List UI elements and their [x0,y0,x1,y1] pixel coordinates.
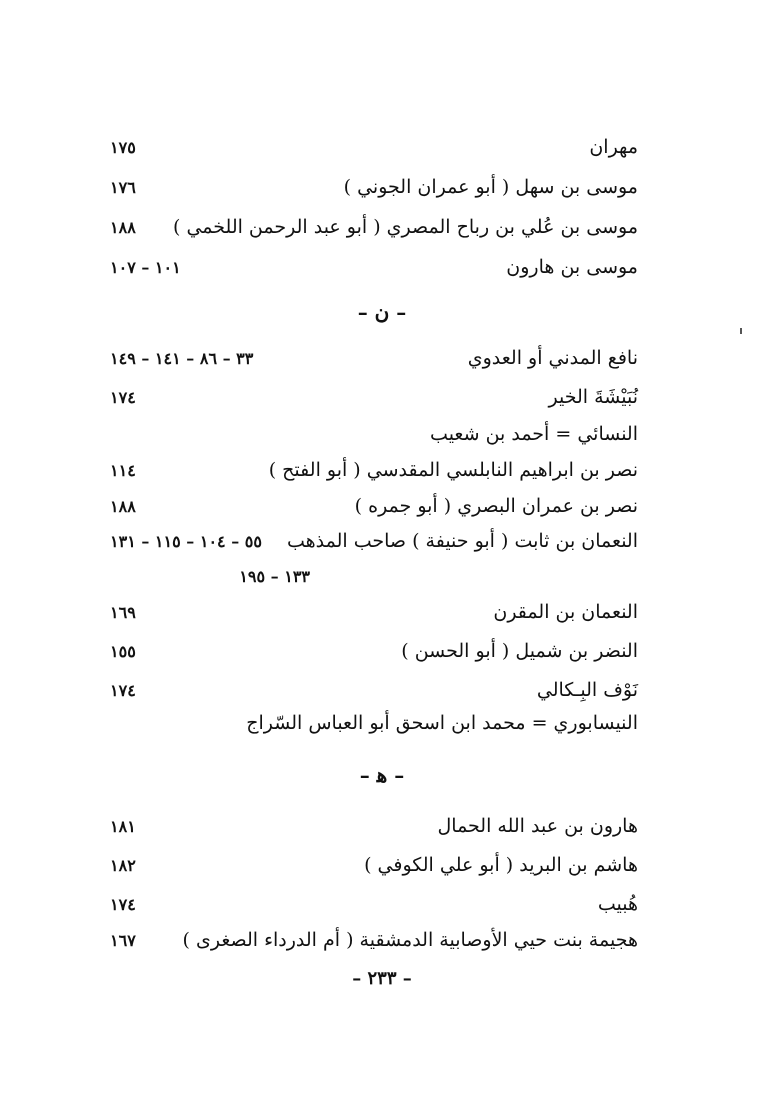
entry-name: هاشم بن البريد ( أبو علي الكوفي ) [364,854,638,876]
index-entry [110,455,638,485]
index-entry [110,252,638,282]
entry-pages: ١٨٨ [110,217,136,237]
entry-name: هجيمة بنت حيي الأوصابية الدمشقية ( أم الدرداء الصغرى ) [182,929,638,951]
entry-name: نصر بن عمران البصري ( أبو جمره ) [354,495,638,517]
index-entry [110,636,638,666]
entry-pages: ١٧٤ [110,894,136,914]
index-entry [110,419,638,449]
entry-pages: ٣٣ – ٨٦ – ١٤١ – ١٤٩ [110,348,254,368]
entry-pages: ١٨١ [110,816,136,836]
entry-pages: ٥٥ – ١٠٤ – ١١٥ – ١٣١ [110,531,262,551]
index-entry [110,708,638,738]
stray-mark [740,328,742,334]
page-number: – ٢٣٣ – [352,968,412,989]
entry-name: هارون بن عبد الله الحمال [437,815,638,837]
index-entry [110,132,638,162]
entry-pages: ١١٤ [110,460,136,480]
entry-pages: ١٥٥ [110,641,136,661]
entry-pages: ١٨٢ [110,855,136,875]
index-entry [110,526,638,556]
entry-name: النعمان بن المقرن [493,601,638,623]
entry-pages: ١٦٩ [110,602,136,622]
section-heading-nun: – ن – [357,300,407,324]
entry-name: نُبَيْشَةَ الخير [548,386,638,408]
entry-name: هُبيب [597,893,638,915]
entry-name: نصر بن ابراهيم النابلسي المقدسي ( أبو الفتح ) [268,459,638,481]
entry-pages: ١٧٤ [110,680,136,700]
entry-pages: ١٨٨ [110,496,136,516]
index-entry [110,850,638,880]
entry-name: مهران [589,136,638,158]
index-entry [110,811,638,841]
entry-name: النيسابوري = محمد ابن اسحق أبو العباس السّراج [246,712,638,734]
index-entry [110,925,638,955]
index-entry [110,172,638,202]
index-entry [110,889,638,919]
entry-name: نافع المدني أو العدوي [467,347,638,369]
entry-name: النضر بن شميل ( أبو الحسن ) [401,640,638,662]
entry-name: موسى بن هارون [506,256,638,278]
index-entry [110,212,638,242]
entry-pages: ١٧٤ [110,387,136,407]
entry-name: موسى بن سهل ( أبو عمران الجوني ) [343,176,638,198]
entry-name: نَوْف البِـكالي [536,679,638,701]
entry-pages: ١٦٧ [110,930,136,950]
entry-name: النعمان بن ثابت ( أبو حنيفة ) صاحب المذهب [286,530,638,552]
entry-name: النسائي = أحمد بن شعيب [430,423,638,445]
index-entry [110,343,638,373]
entry-pages: ١٧٦ [110,177,136,197]
entry-pages: ١٧٥ [110,137,136,157]
entry-name: موسى بن عُلي بن رباح المصري ( أبو عبد الرحمن اللخمي ) [173,216,638,238]
entry-pages: ١٠١ – ١٠٧ [110,257,181,277]
section-heading-ha: – ﻫ – [359,763,405,787]
index-entry [110,597,638,627]
index-entry [110,382,638,412]
index-entry [110,491,638,521]
index-entry [110,675,638,705]
entry-pages-continuation: ١٣٣ – ١٩٥ [239,567,310,586]
